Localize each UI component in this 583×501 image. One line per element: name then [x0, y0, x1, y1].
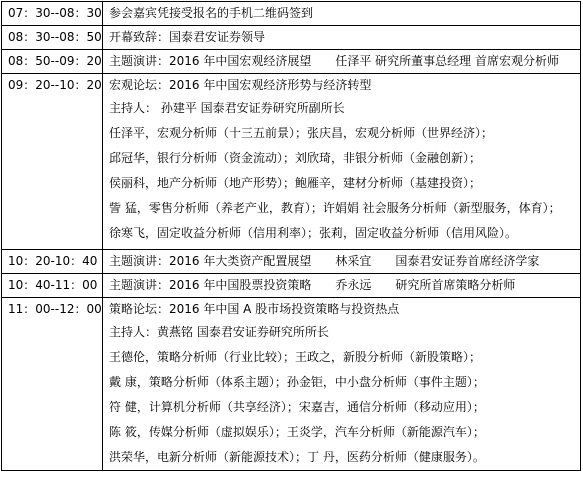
content-cell	[103, 250, 581, 274]
content-line: 陈 筱，传媒分析师（虚拟娱乐）；王炎学，汽车分析师（新能源汽车）；	[109, 425, 485, 439]
time-cell: 09：20--10：20	[2, 74, 103, 250]
content-line: 任泽平，宏观分析师（十三五前景）；张庆昌，宏观分析师（世界经济）；	[109, 126, 494, 140]
content-line: 主持人：黄燕铭 国泰君安证券研究所所长	[109, 325, 329, 339]
content-cell	[103, 298, 581, 471]
content-line: 主题演讲：2016 年中国股票投资策略 乔永远 研究所首席策略分析师	[109, 278, 516, 292]
time-cell: 08：50--09：20	[2, 50, 103, 74]
agenda-row	[2, 298, 581, 471]
time-cell: 10：40-11：00	[2, 274, 103, 298]
content-line: 邱冠华，银行分析师（资金流动）；刘欣琦，非银分析师（金融创新）；	[109, 151, 482, 165]
content-cell	[103, 26, 581, 50]
agenda-row	[2, 26, 581, 50]
content-line: 主题演讲：2016 年中国宏观经济展望 任泽平 研究所董事总经理 首席宏观分析师	[109, 54, 559, 68]
content-line: 参会嘉宾凭接受报名的手机二维码签到	[109, 6, 314, 20]
agenda-row	[2, 250, 581, 274]
content-line: 策略论坛：2016 年中国 A 股市场投资策略与投资热点	[109, 302, 400, 316]
content-line: 王德伦，策略分析师（行业比较）；王政之，新股分析师（新股策略）；	[109, 350, 482, 364]
time-cell: 10：20-10：40	[2, 250, 103, 274]
content-line: 主持人： 孙建平 国泰君安证券研究所副所长	[109, 101, 345, 115]
content-cell	[103, 2, 581, 26]
time-cell: 11：00--12：00	[2, 298, 103, 471]
content-line: 主题演讲：2016 年大类资产配置展望 林采宜 国泰君安证券首席经济学家	[109, 254, 540, 268]
agenda-row	[2, 274, 581, 298]
content-line: 訾 猛，零售分析师（养老产业，教育）；许娟娟 社会服务分析师（新型服务，体育）；	[109, 201, 561, 215]
content-line: 侯丽科，地产分析师（地产形势）；鲍雁辛，建材分析师（基建投资）；	[109, 176, 482, 190]
content-line: 符 健，计算机分析师（共享经济）；宋嘉吉，通信分析师（移动应用）；	[109, 400, 485, 414]
content-cell	[103, 74, 581, 250]
time-cell: 07：30--08：30	[2, 2, 103, 26]
agenda-table	[1, 1, 581, 471]
time-cell: 08：30--08：50	[2, 26, 103, 50]
content-cell	[103, 50, 581, 74]
content-line: 洪荣华，电新分析师（新能源技术）；丁 丹，医药分析师（健康服务）。	[109, 450, 485, 464]
content-cell	[103, 274, 581, 298]
content-line: 开幕致辞：国泰君安证券领导	[109, 30, 266, 44]
agenda-row	[2, 74, 581, 250]
content-line: 徐寒飞，固定收益分析师（信用利率）；张莉，固定收益分析师（信用风险）。	[109, 226, 518, 240]
content-line: 戴 康，策略分析师（体系主题）；孙金钜，中小盘分析师（事件主题）；	[109, 375, 485, 389]
content-line: 宏观论坛：2016 年中国宏观经济形势与经济转型	[109, 78, 372, 92]
agenda-row	[2, 50, 581, 74]
agenda-row	[2, 2, 581, 26]
